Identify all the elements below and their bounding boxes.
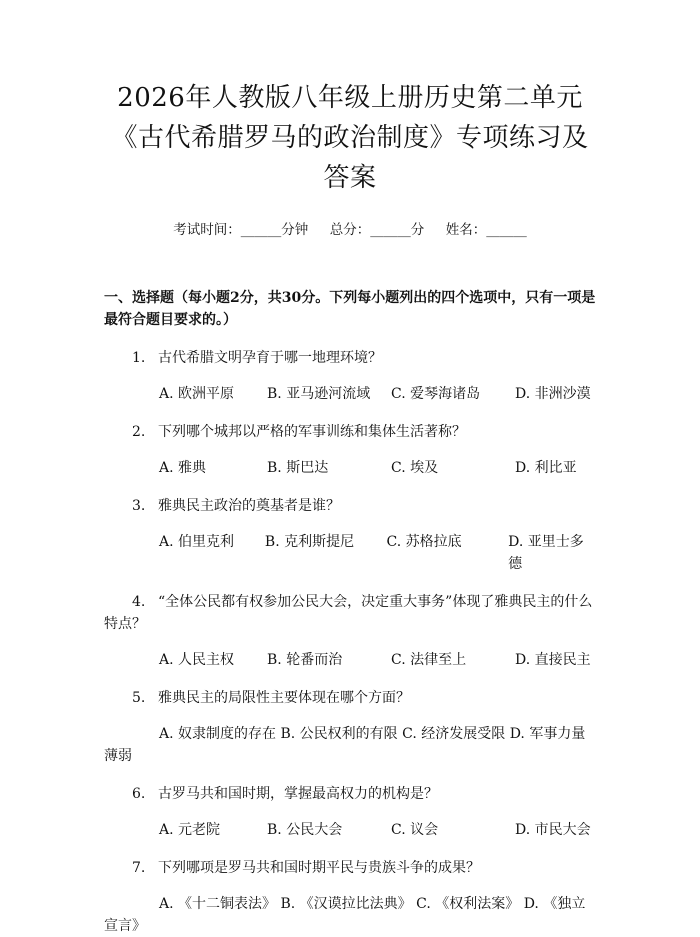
question-number: 5. <box>132 690 146 706</box>
question-stem: 古代希腊文明孕育于哪一地理环境？ <box>158 350 382 366</box>
option-b: B. 《汉谟拉比法典》 <box>280 896 412 912</box>
question-number: 3. <box>132 498 146 514</box>
question-text <box>104 421 596 443</box>
question-3 <box>104 495 596 575</box>
document-title: 2026年人教版八年级上册历史第二单元《古代希腊罗马的政治制度》专项练习及答案 <box>111 83 589 193</box>
option-list <box>104 819 596 841</box>
option-list <box>104 723 596 767</box>
option-list <box>104 457 596 479</box>
question-number: 7. <box>132 860 146 876</box>
question-stem: 雅典民主的局限性主要体现在哪个方面？ <box>158 690 410 706</box>
question-1 <box>104 347 596 405</box>
option-a: A. 《十二铜表法》 <box>159 896 277 912</box>
option-list <box>104 893 596 937</box>
question-text <box>104 687 596 709</box>
option-a: A. 奴隶制度的存在 <box>159 726 277 742</box>
option-a: A. 人民主权 <box>159 652 235 668</box>
option-d: D. 非洲沙漠 <box>515 386 591 402</box>
option-c: C. 苏格拉底 <box>386 534 462 550</box>
question-number: 1. <box>132 350 146 366</box>
option-b: B. 公民权利的有限 <box>280 726 398 742</box>
option-list <box>104 531 596 575</box>
option-c: C. 议会 <box>391 822 439 838</box>
question-7 <box>104 857 596 937</box>
exam-info-line: 考试时间：______分钟 总分：______分 姓名：______ <box>173 222 527 238</box>
question-stem: “全体公民都有权参加公民大会，决定重大事务”体现了雅典民主的什么特点？ <box>104 594 593 632</box>
option-d: D. 市民大会 <box>515 822 591 838</box>
question-stem: 下列哪项是罗马共和国时期平民与贵族斗争的成果？ <box>158 860 480 876</box>
option-a: A. 伯里克利 <box>159 534 235 550</box>
question-stem: 雅典民主政治的奠基者是谁？ <box>158 498 340 514</box>
question-text <box>104 495 596 517</box>
option-b: B. 亚马逊河流域 <box>267 386 371 402</box>
option-a: A. 元老院 <box>159 822 221 838</box>
option-c: C. 埃及 <box>391 460 439 476</box>
question-number: 4. <box>132 594 146 610</box>
option-list <box>104 383 596 405</box>
option-b: B. 斯巴达 <box>267 460 329 476</box>
question-number: 6. <box>132 786 146 802</box>
question-5 <box>104 687 596 767</box>
question-stem: 古罗马共和国时期，掌握最高权力的机构是？ <box>158 786 438 802</box>
question-text <box>104 591 596 635</box>
option-c: C. 《权利法案》 <box>416 896 520 912</box>
question-stem: 下列哪个城邦以严格的军事训练和集体生活著称？ <box>158 424 466 440</box>
question-text <box>104 857 596 879</box>
question-6 <box>104 783 596 841</box>
question-2 <box>104 421 596 479</box>
option-d: D. 军事力量薄弱 <box>104 726 586 764</box>
option-c: C. 爱琴海诸岛 <box>391 386 481 402</box>
option-d: D. 亚里士多德 <box>508 534 584 572</box>
section-heading: 一、选择题（每小题2分，共30分。下列每小题列出的四个选项中，只有一项是最符合题目要求的。） <box>104 290 596 328</box>
question-text <box>104 783 596 805</box>
option-d: D. 利比亚 <box>515 460 577 476</box>
question-4 <box>104 591 596 671</box>
option-b: B. 公民大会 <box>267 822 343 838</box>
option-d: D. 《独立宣言》 <box>104 896 586 934</box>
option-list <box>104 649 596 671</box>
option-a: A. 雅典 <box>159 460 207 476</box>
question-text <box>104 347 596 369</box>
option-c: C. 法律至上 <box>391 652 467 668</box>
option-b: B. 轮番而治 <box>267 652 343 668</box>
option-d: D. 直接民主 <box>515 652 591 668</box>
option-b: B. 克利斯提尼 <box>264 534 355 550</box>
question-number: 2. <box>132 424 146 440</box>
option-a: A. 欧洲平原 <box>159 386 235 402</box>
option-c: C. 经济发展受限 <box>402 726 506 742</box>
